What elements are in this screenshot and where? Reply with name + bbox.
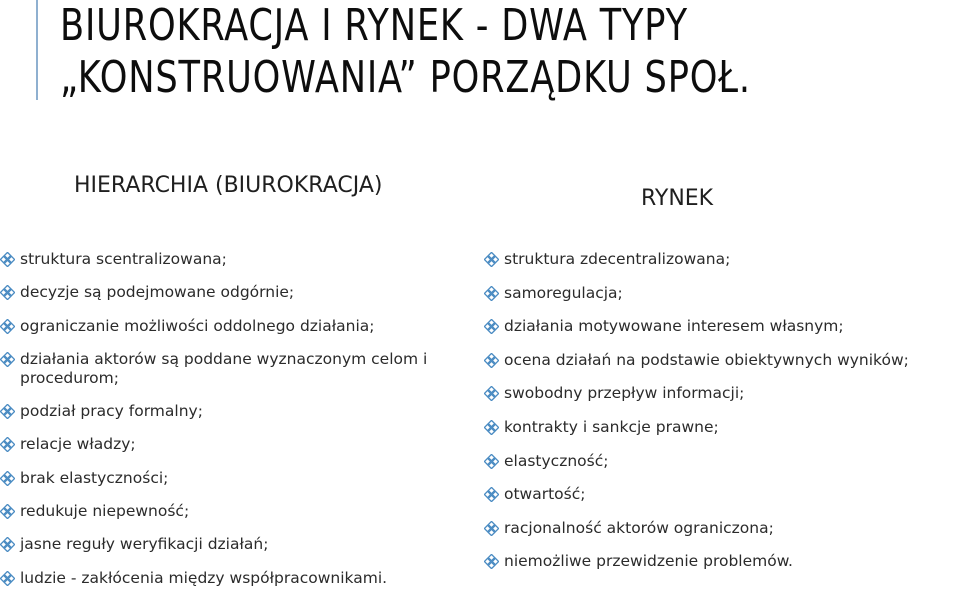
market-heading: RYNEK: [641, 186, 714, 211]
diamond-bullet-icon: [0, 250, 20, 269]
market-list-item: [484, 317, 960, 336]
market-list-item-text: racjonalność aktorów ograniczona;: [504, 518, 774, 537]
market-list-item: [484, 351, 960, 370]
diamond-bullet-icon: [484, 418, 504, 437]
slide-title-line-1: BIUROKRACJA I RYNEK - DWA TYPY: [60, 0, 688, 51]
hierarchy-list-item-text: podział pracy formalny;: [20, 402, 203, 421]
diamond-bullet-icon: [484, 284, 504, 303]
hierarchy-list-item-text: relacje władzy;: [20, 435, 136, 454]
hierarchy-list-item-text: struktura scentralizowana;: [20, 250, 227, 268]
diamond-bullet-icon: [484, 552, 504, 571]
market-list-item: [484, 519, 960, 538]
diamond-bullet-icon: [484, 519, 504, 538]
market-list-item-text: elastyczność;: [504, 451, 609, 470]
hierarchy-list-item: [0, 535, 470, 554]
hierarchy-list-item: [0, 350, 470, 388]
hierarchy-list-item-text: ograniczanie możliwości oddolnego działania;: [20, 316, 375, 335]
hierarchy-list-item: [0, 502, 470, 521]
hierarchy-list-item: [0, 250, 470, 269]
hierarchy-list-item: [0, 435, 470, 454]
market-list-item: [484, 452, 960, 471]
diamond-bullet-icon: [0, 402, 20, 421]
slide-title-line-2: „KONSTRUOWANIA” PORZĄDKU SPOŁ.: [60, 52, 751, 103]
diamond-bullet-icon: [484, 485, 504, 504]
diamond-bullet-icon: [0, 350, 20, 369]
hierarchy-list: [0, 250, 470, 602]
diamond-bullet-icon: [484, 351, 504, 370]
market-list-item: [484, 284, 960, 303]
hierarchy-heading: HIERARCHIA (BIUROKRACJA): [74, 173, 383, 198]
market-list-item-text: niemożliwe przewidzenie problemów.: [504, 552, 793, 571]
diamond-bullet-icon: [484, 250, 504, 269]
hierarchy-list-item: [0, 469, 470, 488]
diamond-bullet-icon: [484, 384, 504, 403]
market-list-item: [484, 485, 960, 504]
market-list-item-text: swobodny przepływ informacji;: [504, 384, 745, 403]
hierarchy-list-item: [0, 283, 470, 302]
hierarchy-list-item-text: redukuje niepewność;: [20, 502, 190, 521]
market-list-item-text: otwartość;: [504, 485, 586, 504]
hierarchy-list-item-text: ludzie - zakłócenia między współpracownikami.: [20, 568, 388, 587]
market-list-item-text: samoregulacja;: [504, 283, 623, 302]
slide-title: [60, 0, 772, 104]
market-list-item-text: ocena działań na podstawie obiektywnych wyników;: [504, 350, 909, 369]
hierarchy-list-item: [0, 569, 470, 588]
hierarchy-list-item-text: jasne reguły weryfikacji działań;: [20, 535, 269, 554]
market-list-item: [484, 384, 960, 403]
market-list-item: [484, 418, 960, 437]
hierarchy-list-item-text: decyzje są podejmowane odgórnie;: [20, 283, 295, 302]
hierarchy-list-item-text: brak elastyczności;: [20, 468, 169, 487]
diamond-bullet-icon: [0, 435, 20, 454]
market-list-item-text: działania motywowane interesem własnym;: [504, 317, 844, 336]
market-list: [484, 250, 960, 586]
market-list-item: [484, 250, 960, 269]
diamond-bullet-icon: [0, 469, 20, 488]
diamond-bullet-icon: [484, 452, 504, 471]
market-list-item-text: kontrakty i sankcje prawne;: [504, 417, 719, 436]
diamond-bullet-icon: [484, 317, 504, 336]
market-list-item: [484, 552, 960, 571]
diamond-bullet-icon: [0, 535, 20, 554]
market-list-item-text: struktura zdecentralizowana;: [504, 250, 731, 268]
diamond-bullet-icon: [0, 283, 20, 302]
hierarchy-list-item: [0, 317, 470, 336]
diamond-bullet-icon: [0, 317, 20, 336]
hierarchy-list-item: [0, 402, 470, 421]
diamond-bullet-icon: [0, 502, 20, 521]
title-accent-line: [36, 0, 38, 100]
diamond-bullet-icon: [0, 569, 20, 588]
hierarchy-list-item-text: działania aktorów są poddane wyznaczonym celom i procedurom;: [20, 349, 428, 387]
